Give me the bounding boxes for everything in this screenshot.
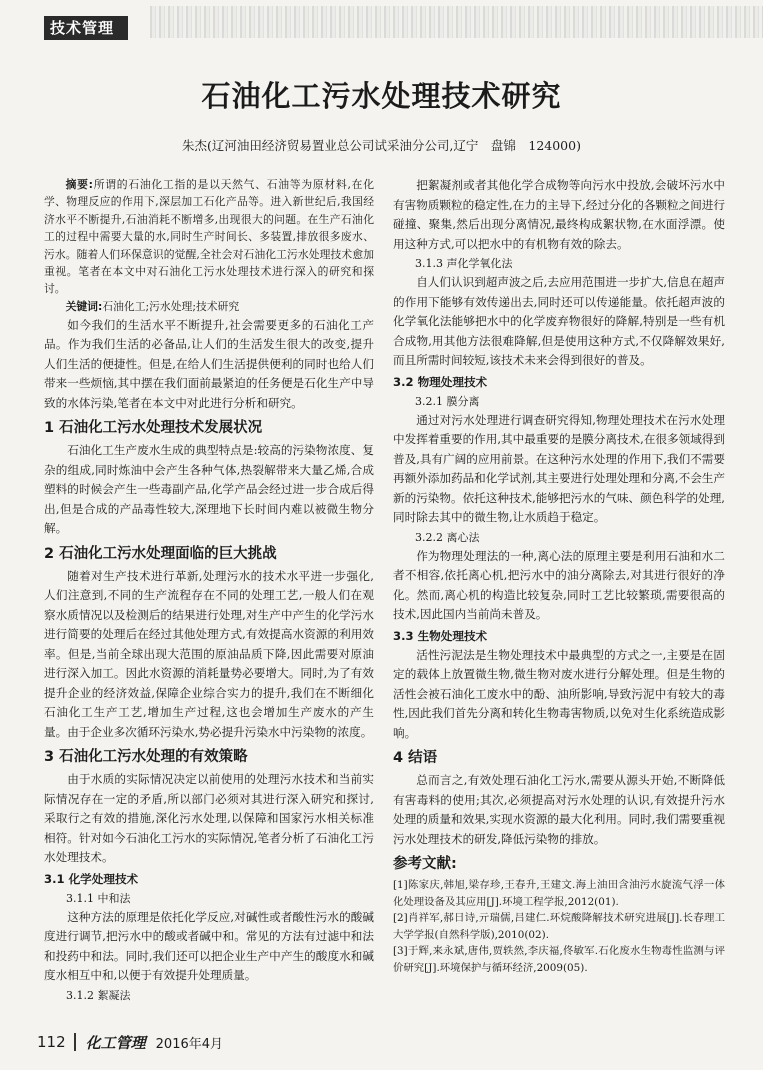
- section-4-heading: 4 结语: [393, 750, 438, 766]
- section-3-1-1-paragraph: 这种方法的原理是依托化学反应,对碱性或者酸性污水的酸碱度进行调节,把污水中的酸或者碱中和。常见的方法有过滤中和法和投药中和法。同时,我们还可以把企业生产中产生的酸度水和碱度水相互中和,以便于有效提升处理质量。: [44, 909, 374, 983]
- section-3-2-heading: 3.2 物理处理技术: [393, 374, 488, 389]
- reference-item: [2]肖祥军,郝日诗,亓瑞儒,吕建仁.环烷酸降解技术研究进展[J].长春理工大学学报(自然科学版),2010(02).: [393, 912, 725, 941]
- section-1-paragraph: 石油化工生产废水生成的典型特点是:较高的污染物浓度、复杂的组成,同时炼油中会产生各种气体,热裂解带来大量乙烯,合成塑料的时候会产生一些毒副产品,化学产品会经过进一步合成后得出,但是合成的产品毒性较大,深理地下长时间内难以被微生物分解。: [44, 443, 374, 536]
- references-title: 参考文献:: [393, 856, 457, 872]
- section-1-heading: 1 石油化工污水处理技术发展状况: [44, 420, 263, 437]
- reference-item: [1]陈家庆,韩旭,梁存珍,王春升,王建文.海上油田含油污水旋流气浮一体化处理设备及其应用[J].环境工程学报,2012(01).: [393, 879, 725, 908]
- section-3-1-heading: 3.1 化学处理技术: [44, 871, 139, 886]
- keywords-label: 关键词:: [65, 299, 103, 313]
- section-tag: 技术管理: [44, 16, 128, 40]
- section-3-paragraph: 由于水质的实际情况决定以前使用的处理污水技术和当前实际情况存在一定的矛盾,所以部门必须对其进行深入研究和探讨,采取行之有效的措施,深化污水处理,以保障和国家污水相关标准相符。针对如今石油化工污水的实际情况,笔者分析了石油化工污水处理技术。: [44, 772, 374, 865]
- section-3-3-heading: 3.3 生物处理技术: [393, 628, 488, 643]
- section-3-1-2-heading: 3.1.2 絮凝法: [66, 988, 131, 1002]
- reference-item: [3]于辉,来永斌,唐伟,贾轶然,李庆福,佟敏军.石化废水生物毒性监测与评价研究[J].环境保护与循环经济,2009(05).: [393, 945, 725, 974]
- header-texture: [150, 6, 763, 38]
- abstract-text: 所谓的石油化工指的是以天然气、石油等为原材料,在化学、物理反应的作用下,深层加工石化产品等。进入新世纪后,我国经济水平不断提升,石油消耗不断增多,出现很大的问题。在生产石油化工的过程中需要大量的水,同时生产时间长、多装置,排放很多废水、污水。随着人们环保意识的觉醒,全社会对石油化工污水处理技术愈加重视。笔者在本文中对石油化工污水处理技术进行深入的研究和探讨。: [44, 178, 374, 296]
- abstract-label: 摘要:: [65, 178, 93, 191]
- intro-paragraph: 如今我们的生活水平不断提升,社会需要更多的石油化工产品。作为我们生活的必备品,让人们的生活发生很大的改变,提升人们生活的便捷性。但是,在给人们生活提供便利的同时也给人们带来一些烦恼,其中摆在我们面前最紧迫的任务便是石化生产中导致的水体污染,笔者在本文中对此进行分析和研究。: [44, 317, 374, 410]
- section-2-heading: 2 石油化工污水处理面临的巨大挑战: [44, 545, 277, 562]
- section-3-2-2-paragraph: 作为物理处理法的一种,离心法的原理主要是利用石油和水二者不相容,依托离心机,把污水中的油分离除去,对其进行很好的净化。然而,离心机的构造比较复杂,同时工艺比较繁琐,需要很高的技术,因此国内当前尚未普及。: [393, 548, 725, 621]
- right-column: [393, 176, 725, 976]
- section-3-2-2-heading: 3.2.2 离心法: [415, 530, 480, 544]
- page-footer: [37, 1030, 223, 1054]
- section-3-1-2-paragraph: 把絮凝剂或者其他化学合成物等向污水中投放,会破坏污水中有害物质颗粒的稳定性,在力的主导下,经过分化的各颗粒之间进行碰撞、聚集,然后出现分离情况,最终构成絮状物,在水面浮漂。使用这种方式,可以把水中的有机物有效的除去。: [393, 178, 725, 251]
- section-3-1-3-heading: 3.1.3 声化学氧化法: [415, 257, 513, 270]
- section-3-heading: 3 石油化工污水处理的有效策略: [44, 749, 248, 766]
- journal-name: 化工管理: [85, 1033, 146, 1052]
- footer-divider: [74, 1033, 76, 1051]
- section-3-2-1-heading: 3.2.1 膜分离: [415, 394, 480, 408]
- issue-date: 2016年4月: [155, 1036, 224, 1052]
- author-line: 朱杰(辽河油田经济贸易置业总公司试采油分公司,辽宁 盘锦 124000): [182, 138, 581, 153]
- section-2-paragraph: 随着对生产技术进行革新,处理污水的技术水平进一步强化,人们注意到,不同的生产流程存在不同的处理工艺,一般人们在观察水质情况以及检测后的结果进行处理,对生产中产生的化学污水进行简要的处理后在经过其他处理方式,有效提高水资源的利用效率。但是,当前全球出现大范围的原油品质下降,因此需要对原油进行深入加工。因此水资源的消耗量势必要增大。同时,为了有效提升企业的经济效益,保障企业综合实力的提升,我们在不断细化石油化工生产工艺,增加生产过程,这也会增加生产废水的产生量。由于企业多次循环污染水,势必提升污染水中污染物的浓度。: [44, 568, 374, 739]
- keywords-text: 石油化工;污水处理;技术研究: [102, 299, 240, 313]
- section-3-3-paragraph: 活性污泥法是生物处理技术中最典型的方式之一,主要是在固定的载体上放置微生物,微生物对废水进行分解处理。但是生物的活性会被石油化工废水中的酚、油所影响,导致污泥中有较大的毒性,因此我们首先分离和转化生物毒害物质,以免对生化系统造成影响。: [393, 647, 725, 740]
- section-3-2-1-paragraph: 通过对污水处理进行调查研究得知,物理处理技术在污水处理中发挥着重要的作用,其中最重要的是膜分离技术,在很多领域得到普及,具有广阔的应用前景。在这种污水处理的作用下,我们不需要再额外添加药品和化学试剂,其主要进行处理处理和分离,不会生产新的污染物。依托这种技术,能够把污水的气味、颜色科学的处理,同时除去其中的微生物,让水质趋于稳定。: [393, 412, 725, 524]
- section-4-paragraph: 总而言之,有效处理石油化工污水,需要从源头开始,不断降低有害毒料的使用;其次,必须提高对污水处理的认识,有效提升污水处理的质量和效果,实现水资源的最大化利用。同时,我们需要重视污水处理技术的研发,降低污染物的排放。: [393, 773, 725, 846]
- header-strip: [0, 0, 763, 44]
- left-column: [44, 176, 374, 1005]
- article-title: 石油化工污水处理技术研究: [201, 79, 562, 113]
- keywords: [44, 298, 374, 316]
- section-3-1-3-paragraph: 自人们认识到超声波之后,去应用范围进一步扩大,信息在超声的作用下能够有效传递出去,同时还可以传递能量。依托超声波的化学氧化法能够把水中的化学废弃物很好的降解,特别是一些有机合成物,用其他方法很难降解,但是使用这种方式,不仅降解效果好,而且所需时间较短,该技术未来会得到很好的普及。: [393, 275, 725, 367]
- section-3-1-1-heading: 3.1.1 中和法: [66, 891, 131, 905]
- abstract: [44, 176, 374, 298]
- page-number: 112: [37, 1033, 66, 1051]
